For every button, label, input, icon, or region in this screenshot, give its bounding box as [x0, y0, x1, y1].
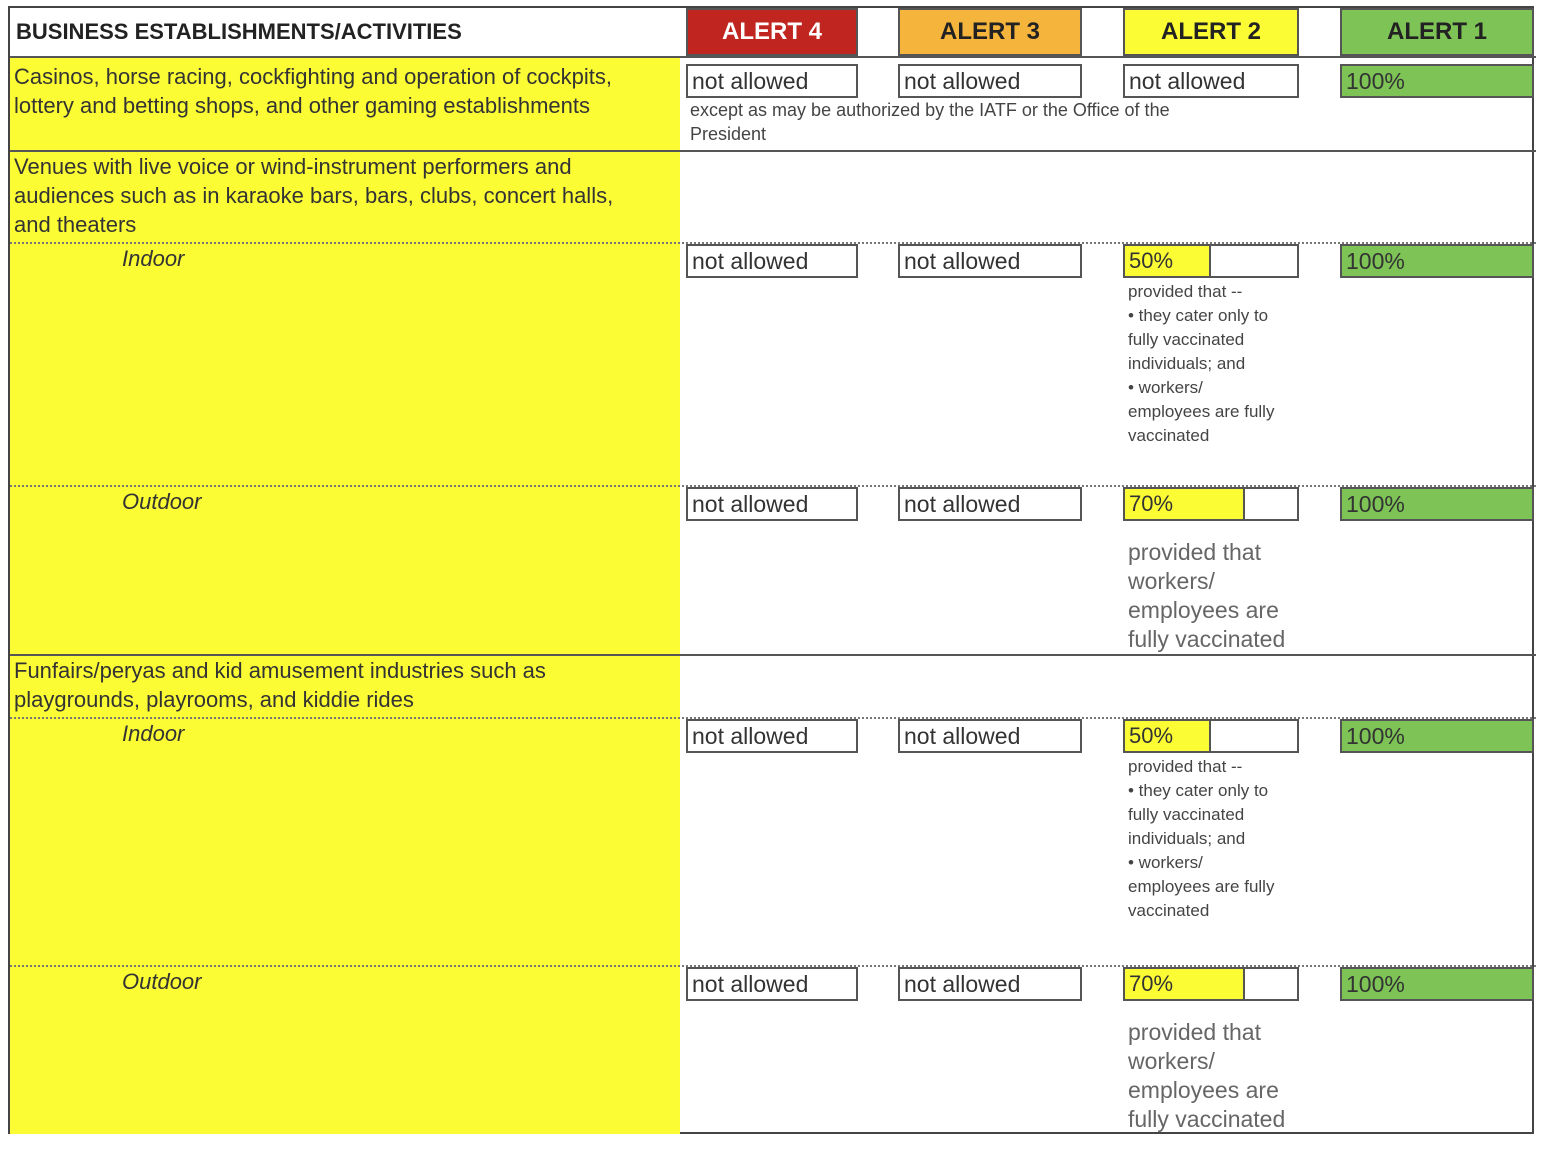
funfairs-indoor-alert-4-cell: not allowed — [686, 719, 858, 753]
category-label-casinos: Casinos, horse racing, cockfighting and operation of cockpits, lottery and betting shops, and other gaming establishments — [14, 64, 612, 118]
venues-outdoor-alert-4-cell: not allowed — [686, 487, 858, 521]
funfairs-indoor-alert-2-capacity-bar — [1123, 719, 1299, 753]
funfairs-outdoor-alert-1-cell: 100% — [1340, 967, 1534, 1001]
venues-indoor-alert-3-cell: not allowed — [898, 244, 1082, 278]
venues-indoor-alert-4-cell: not allowed — [686, 244, 858, 278]
venues-outdoor-alert-1-cell: 100% — [1340, 487, 1534, 521]
venues-outdoor-label: Outdoor — [122, 489, 202, 514]
funfairs-indoor-alert-1-cell: 100% — [1340, 719, 1534, 753]
funfairs-outdoor-alert-2-capacity-bar — [1123, 967, 1299, 1001]
casinos-alert-3-cell: not allowed — [898, 64, 1082, 98]
column-header-alert-4: ALERT 4 — [686, 8, 858, 56]
venues-indoor-condition-note: provided that -- • they cater only to fully vaccinated individuals; and • workers/ employees are fully vaccinated — [1128, 282, 1275, 445]
funfairs-outdoor-alert-4-cell: not allowed — [686, 967, 858, 1001]
funfairs-indoor-alert-2-fill: 50% — [1125, 721, 1211, 751]
funfairs-indoor-condition-note: provided that -- • they cater only to fully vaccinated individuals; and • workers/ employees are fully vaccinated — [1128, 757, 1275, 920]
venues-outdoor-alert-2-fill: 70% — [1125, 489, 1245, 519]
venues-outdoor-alert-3-cell: not allowed — [898, 487, 1082, 521]
funfairs-outdoor-alert-3-cell: not allowed — [898, 967, 1082, 1001]
casinos-exception-note: except as may be authorized by the IATF or the Office of the President — [690, 100, 1170, 144]
column-header-business: BUSINESS ESTABLISHMENTS/ACTIVITIES — [16, 19, 462, 44]
column-header-alert-1: ALERT 1 — [1340, 8, 1534, 56]
category-label-venues: Venues with live voice or wind-instrument performers and audiences such as in karaoke bars, bars, clubs, concert halls, and theaters — [14, 154, 614, 237]
funfairs-outdoor-label: Outdoor — [122, 969, 202, 994]
venues-indoor-alert-2-fill: 50% — [1125, 246, 1211, 276]
column-header-alert-3: ALERT 3 — [898, 8, 1082, 56]
casinos-alert-4-cell: not allowed — [686, 64, 858, 98]
column-header-alert-2: ALERT 2 — [1123, 8, 1299, 56]
funfairs-indoor-alert-3-cell: not allowed — [898, 719, 1082, 753]
venues-indoor-alert-1-cell: 100% — [1340, 244, 1534, 278]
casinos-alert-2-cell: not allowed — [1123, 64, 1299, 98]
venues-indoor-label: Indoor — [122, 246, 185, 271]
funfairs-outdoor-alert-2-fill: 70% — [1125, 969, 1245, 999]
alert-level-table — [8, 6, 1534, 1134]
casinos-alert-1-cell: 100% — [1340, 64, 1534, 98]
funfairs-indoor-label: Indoor — [122, 721, 185, 746]
funfairs-outdoor-condition-note: provided that workers/ employees are fully vaccinated — [1128, 1019, 1286, 1132]
divider — [10, 56, 1536, 58]
category-label-funfairs: Funfairs/peryas and kid amusement industries such as playgrounds, playrooms, and kiddie rides — [14, 658, 546, 712]
venues-outdoor-alert-2-capacity-bar — [1123, 487, 1299, 521]
venues-indoor-alert-2-capacity-bar — [1123, 244, 1299, 278]
venues-outdoor-condition-note: provided that workers/ employees are fully vaccinated — [1128, 539, 1286, 652]
